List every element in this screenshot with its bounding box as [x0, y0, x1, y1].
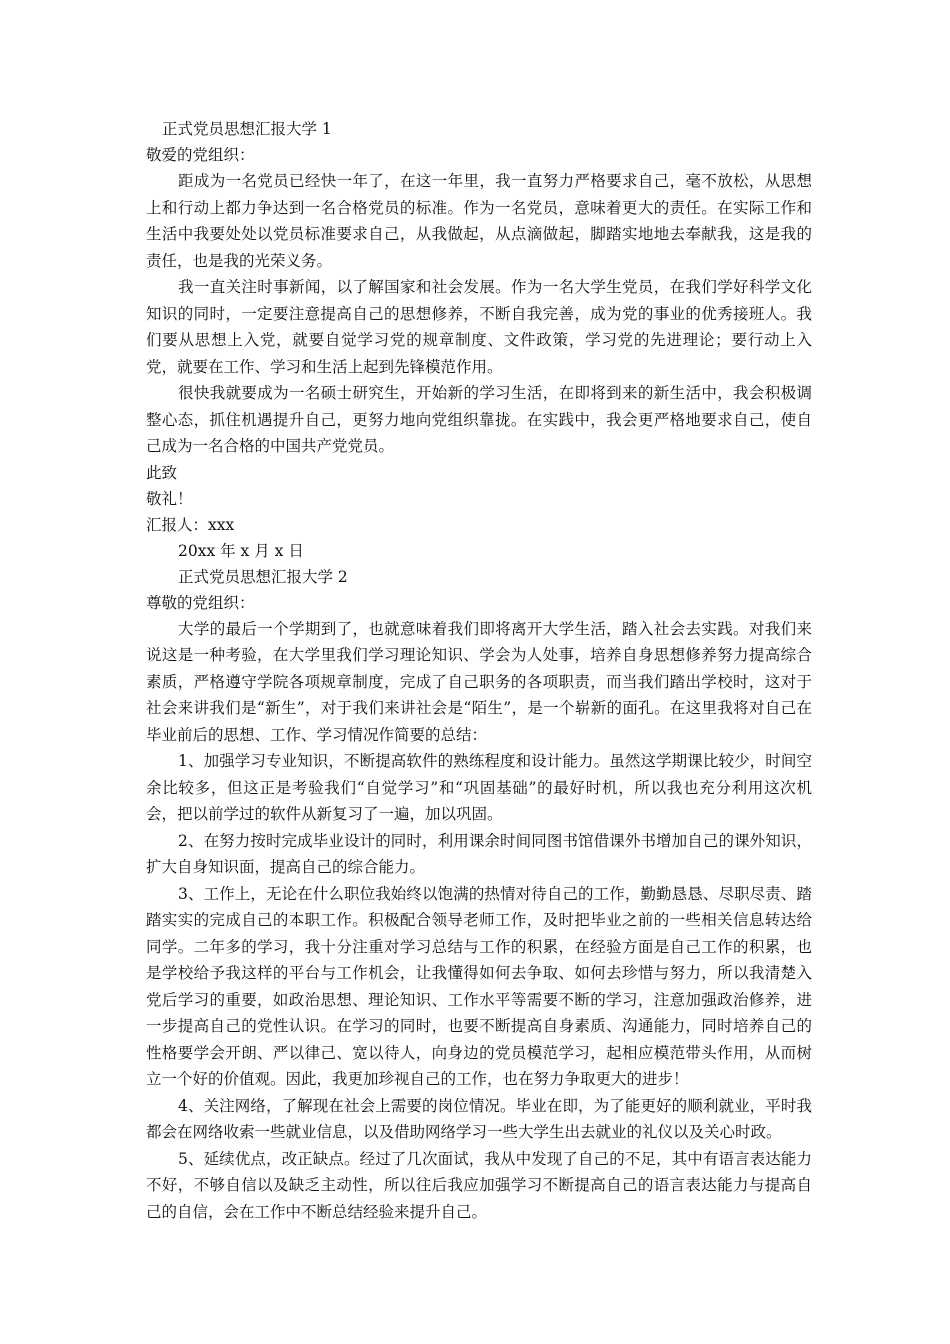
document-body	[146, 116, 812, 1225]
report1-title: 正式党员思想汇报大学 1	[162, 120, 332, 138]
report1-date: 20xx 年 x 月 x 日	[178, 541, 304, 560]
report1-closing-2: 敬礼！	[146, 489, 193, 508]
report2-paragraph-1: 大学的最后一个学期到了，也就意味着我们即将离开大学生活，踏入社会去实践。对我们来说这是一种考验，在大学里我们学习理论知识、学会为人处事，培养自身思想修养努力提高综合素质，严格遵守学院各项规章制度，完成了自己职务的各项职责，而当我们踏出学校时，这对于社会来讲我们是“新生”，对于我们来讲社会是“陌生”，是一个崭新的面孔。在这里我将对自己在毕业前后的思想、工作、学习情况作简要的总结：	[146, 619, 812, 744]
report1-reporter: 汇报人：xxx	[146, 515, 235, 534]
report1-paragraph-1: 距成为一名党员已经快一年了，在这一年里，我一直努力严格要求自己，毫不放松，从思想上和行动上都力争达到一名合格党员的标准。作为一名党员，意味着更大的责任。在实际工作和生活中我要处处以党员标准要求自己，从我做起，从点滴做起，脚踏实地地去奉献我，这是我的责任，也是我的光荣义务。	[146, 172, 812, 270]
report2-paragraph-3: 2、在努力按时完成毕业设计的同时，利用课余时间同图书馆借课外书增加自己的课外知识，扩大自身知识面，提高自己的综合能力。	[146, 831, 812, 876]
report1-paragraph-2: 我一直关注时事新闻，以了解国家和社会发展。作为一名大学生党员，在我们学好科学文化知识的同时，一定要注意提高自己的思想修养，不断自我完善，成为党的事业的优秀接班人。我们要从思想上入党，就要自觉学习党的规章制度、文件政策，学习党的先进理论；要行动上入党，就要在工作、学习和生活上起到先锋模范作用。	[146, 278, 812, 376]
report2-paragraph-5: 4、关注网络，了解现在社会上需要的岗位情况。毕业在即，为了能更好的顺利就业，平时我都会在网络收索一些就业信息，以及借助网络学习一些大学生出去就业的礼仪以及关心时政。	[146, 1096, 812, 1141]
report1-closing-1: 此致	[146, 463, 178, 482]
report2-salutation: 尊敬的党组织：	[146, 593, 255, 612]
report2-paragraph-4: 3、工作上，无论在什么职位我始终以饱满的热情对待自己的工作，勤勤恳恳、尽职尽责、踏踏实实的完成自己的本职工作。积极配合领导老师工作，及时把毕业之前的一些相关信息转达给同学。二年多的学习，我十分注重对学习总结与工作的积累，在经验方面是自己工作的积累，也是学校给予我这样的平台与工作机会，让我懂得如何去争取、如何去珍惜与努力，所以我清楚入党后学习的重要，如政治思想、理论知识、工作水平等需要不断的学习，注意加强政治修养，进一步提高自己的党性认识。在学习的同时，也要不断提高自身素质、沟通能力，同时培养自己的性格要学会开朗、严以律己、宽以待人，向身边的党员模范学习，起相应模范带头作用，从而树立一个好的价值观。因此，我更加珍视自己的工作，也在努力争取更大的进步！	[146, 884, 812, 1088]
report2-title: 正式党员思想汇报大学 2	[178, 567, 348, 586]
report1-salutation: 敬爱的党组织：	[146, 146, 255, 164]
report1-paragraph-3: 很快我就要成为一名硕士研究生，开始新的学习生活，在即将到来的新生活中，我会积极调整心态，抓住机遇提升自己，更努力地向党组织靠拢。在实践中，我会更严格地要求自己，使自己成为一名合格的中国共产党党员。	[146, 384, 812, 455]
report2-paragraph-2: 1、加强学习专业知识，不断提高软件的熟练程度和设计能力。虽然这学期课比较少，时间空余比较多，但这正是考验我们“自觉学习”和“巩固基础”的最好时机，所以我也充分利用这次机会，把以前学过的软件从新复习了一遍，加以巩固。	[146, 752, 812, 823]
report2-paragraph-6: 5、延续优点，改正缺点。经过了几次面试，我从中发现了自己的不足，其中有语言表达能力不好，不够自信以及缺乏主动性，所以往后我应加强学习不断提高自己的语言表达能力与提高自己的自信，会在工作中不断总结经验来提升自己。	[146, 1149, 812, 1221]
